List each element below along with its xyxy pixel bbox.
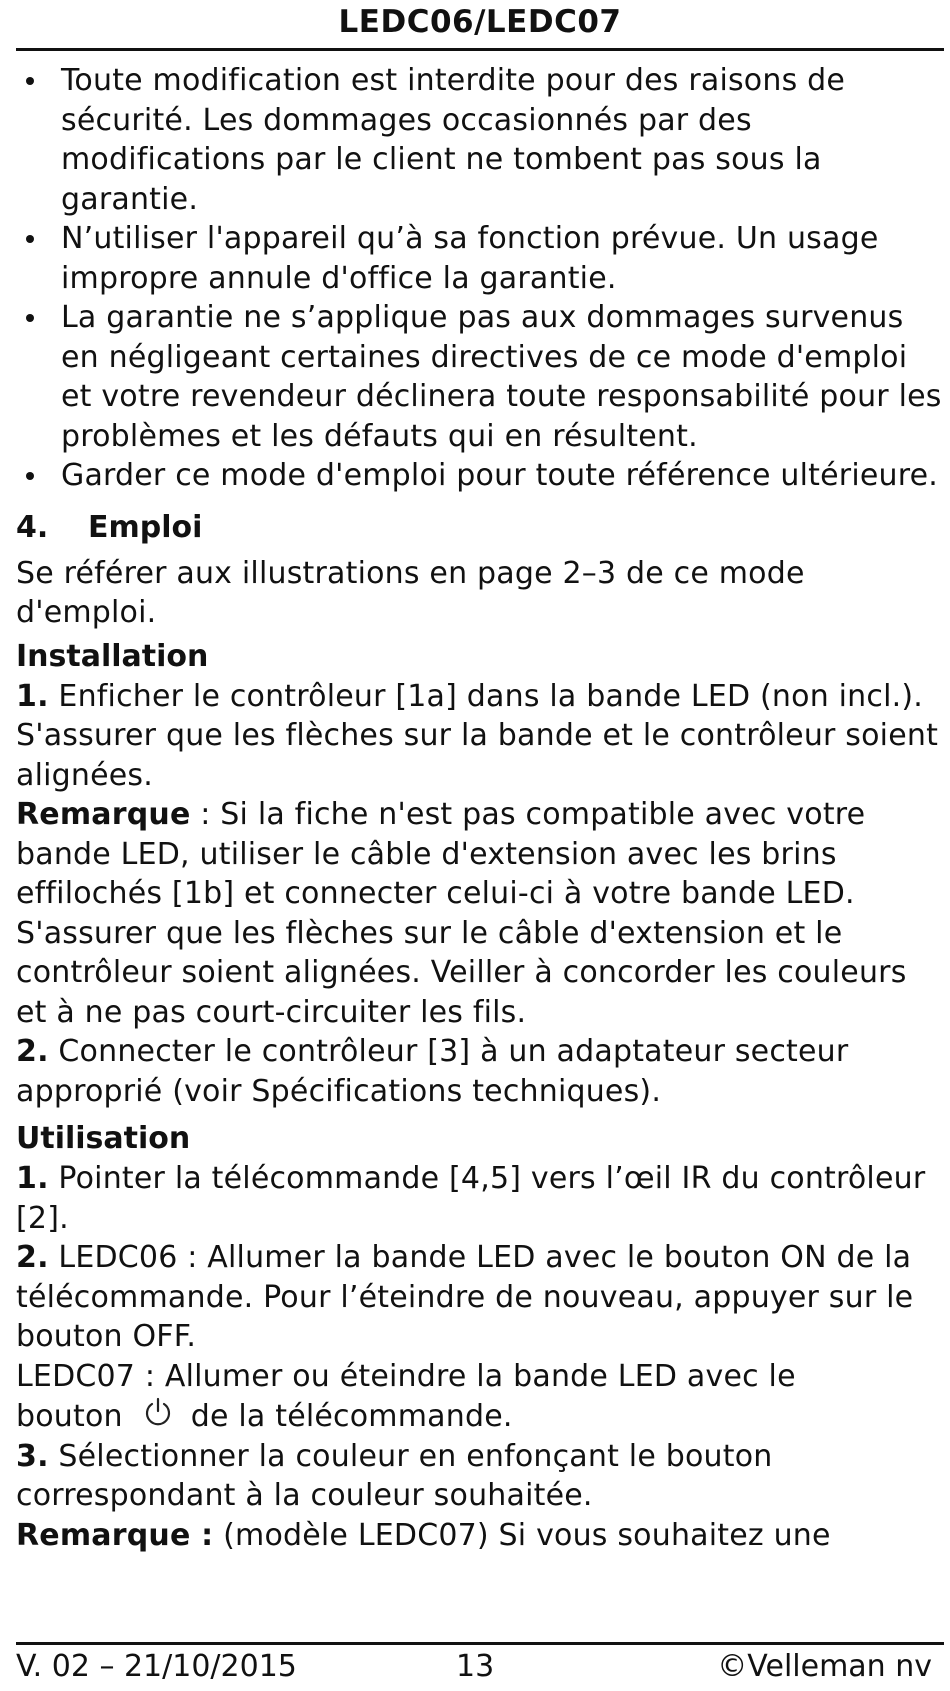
utilisation-step-2: 2. LEDC06 : Allumer la bande LED avec le bouton ON de la télécommande. Pour l’éteindre de nouveau, appuyer sur le bouton OFF. [16, 1240, 914, 1354]
section-title: Emploi [88, 509, 203, 545]
section-number: 4. [16, 509, 49, 545]
bullet-item: Toute modification est interdite pour des raisons de sécurité. Les dommages occasionnés par des modifications par le client ne tombent pas sous la garantie. [16, 61, 944, 219]
bullet-dot-icon [26, 235, 34, 243]
installation-heading: Installation [16, 638, 209, 674]
footer-version: V. 02 – 21/10/2015 [16, 1649, 297, 1684]
bullet-dot-icon [26, 472, 34, 480]
header-title: LEDC06/LEDC07 [338, 4, 622, 40]
bullet-item: Garder ce mode d'emploi pour toute référence ultérieure. [16, 456, 944, 496]
ledc07-instruction: LEDC07 : Allumer ou éteindre la bande LED avec le bouton de la télécommande. [16, 1358, 796, 1434]
safety-bullet-list [16, 61, 944, 496]
utilisation-step-3: 3. Sélectionner la couleur en enfonçant le bouton correspondant à la couleur souhaitée. [16, 1438, 773, 1513]
bullet-dot-icon [26, 77, 34, 85]
bullet-dot-icon [26, 314, 34, 322]
bullet-item: N’utiliser l'appareil qu’à sa fonction prévue. Un usage impropre annule d'office la garantie. [16, 219, 944, 298]
installation-note: Remarque : Si la fiche n'est pas compatible avec votre bande LED, utiliser le câble d'extension avec les brins effilochés [1b] et connecter celui-ci à votre bande LED. S'assurer que les flèches sur le câble d'extension et le contrôleur soient alignées. Veiller à concorder les couleurs et à ne pas court-circuiter les fils. [16, 797, 907, 1030]
page-number: 13 [456, 1649, 495, 1684]
document-page [16, 0, 944, 1555]
utilisation-note: Remarque : (modèle LEDC07) Si vous souhaitez une [16, 1517, 831, 1553]
installation-step-2: 2. Connecter le contrôleur [3] à un adaptateur secteur approprié (voir Spécifications techniques). [16, 1034, 849, 1109]
page-footer [16, 1642, 944, 1691]
utilisation-step-1: 1. Pointer la télécommande [4,5] vers l’œil IR du contrôleur [2]. [16, 1161, 926, 1236]
power-icon [141, 1396, 175, 1430]
page-header [16, 0, 944, 51]
footer-copyright: ©Velleman nv [717, 1649, 932, 1684]
bullet-item: La garantie ne s’applique pas aux dommages survenus en négligeant certaines directives de ce mode d'emploi et votre revendeur déclinera toute responsabilité pour les problèmes et les défauts qui en résultent. [16, 298, 944, 456]
utilisation-heading: Utilisation [16, 1121, 191, 1156]
installation-step-1: 1. Enficher le contrôleur [1a] dans la bande LED (non incl.). S'assurer que les flèches sur la bande et le contrôleur soient alignées. [16, 678, 939, 793]
intro-paragraph: Se référer aux illustrations en page 2–3 de ce mode d'emploi. [16, 555, 805, 630]
section-heading [16, 508, 944, 548]
